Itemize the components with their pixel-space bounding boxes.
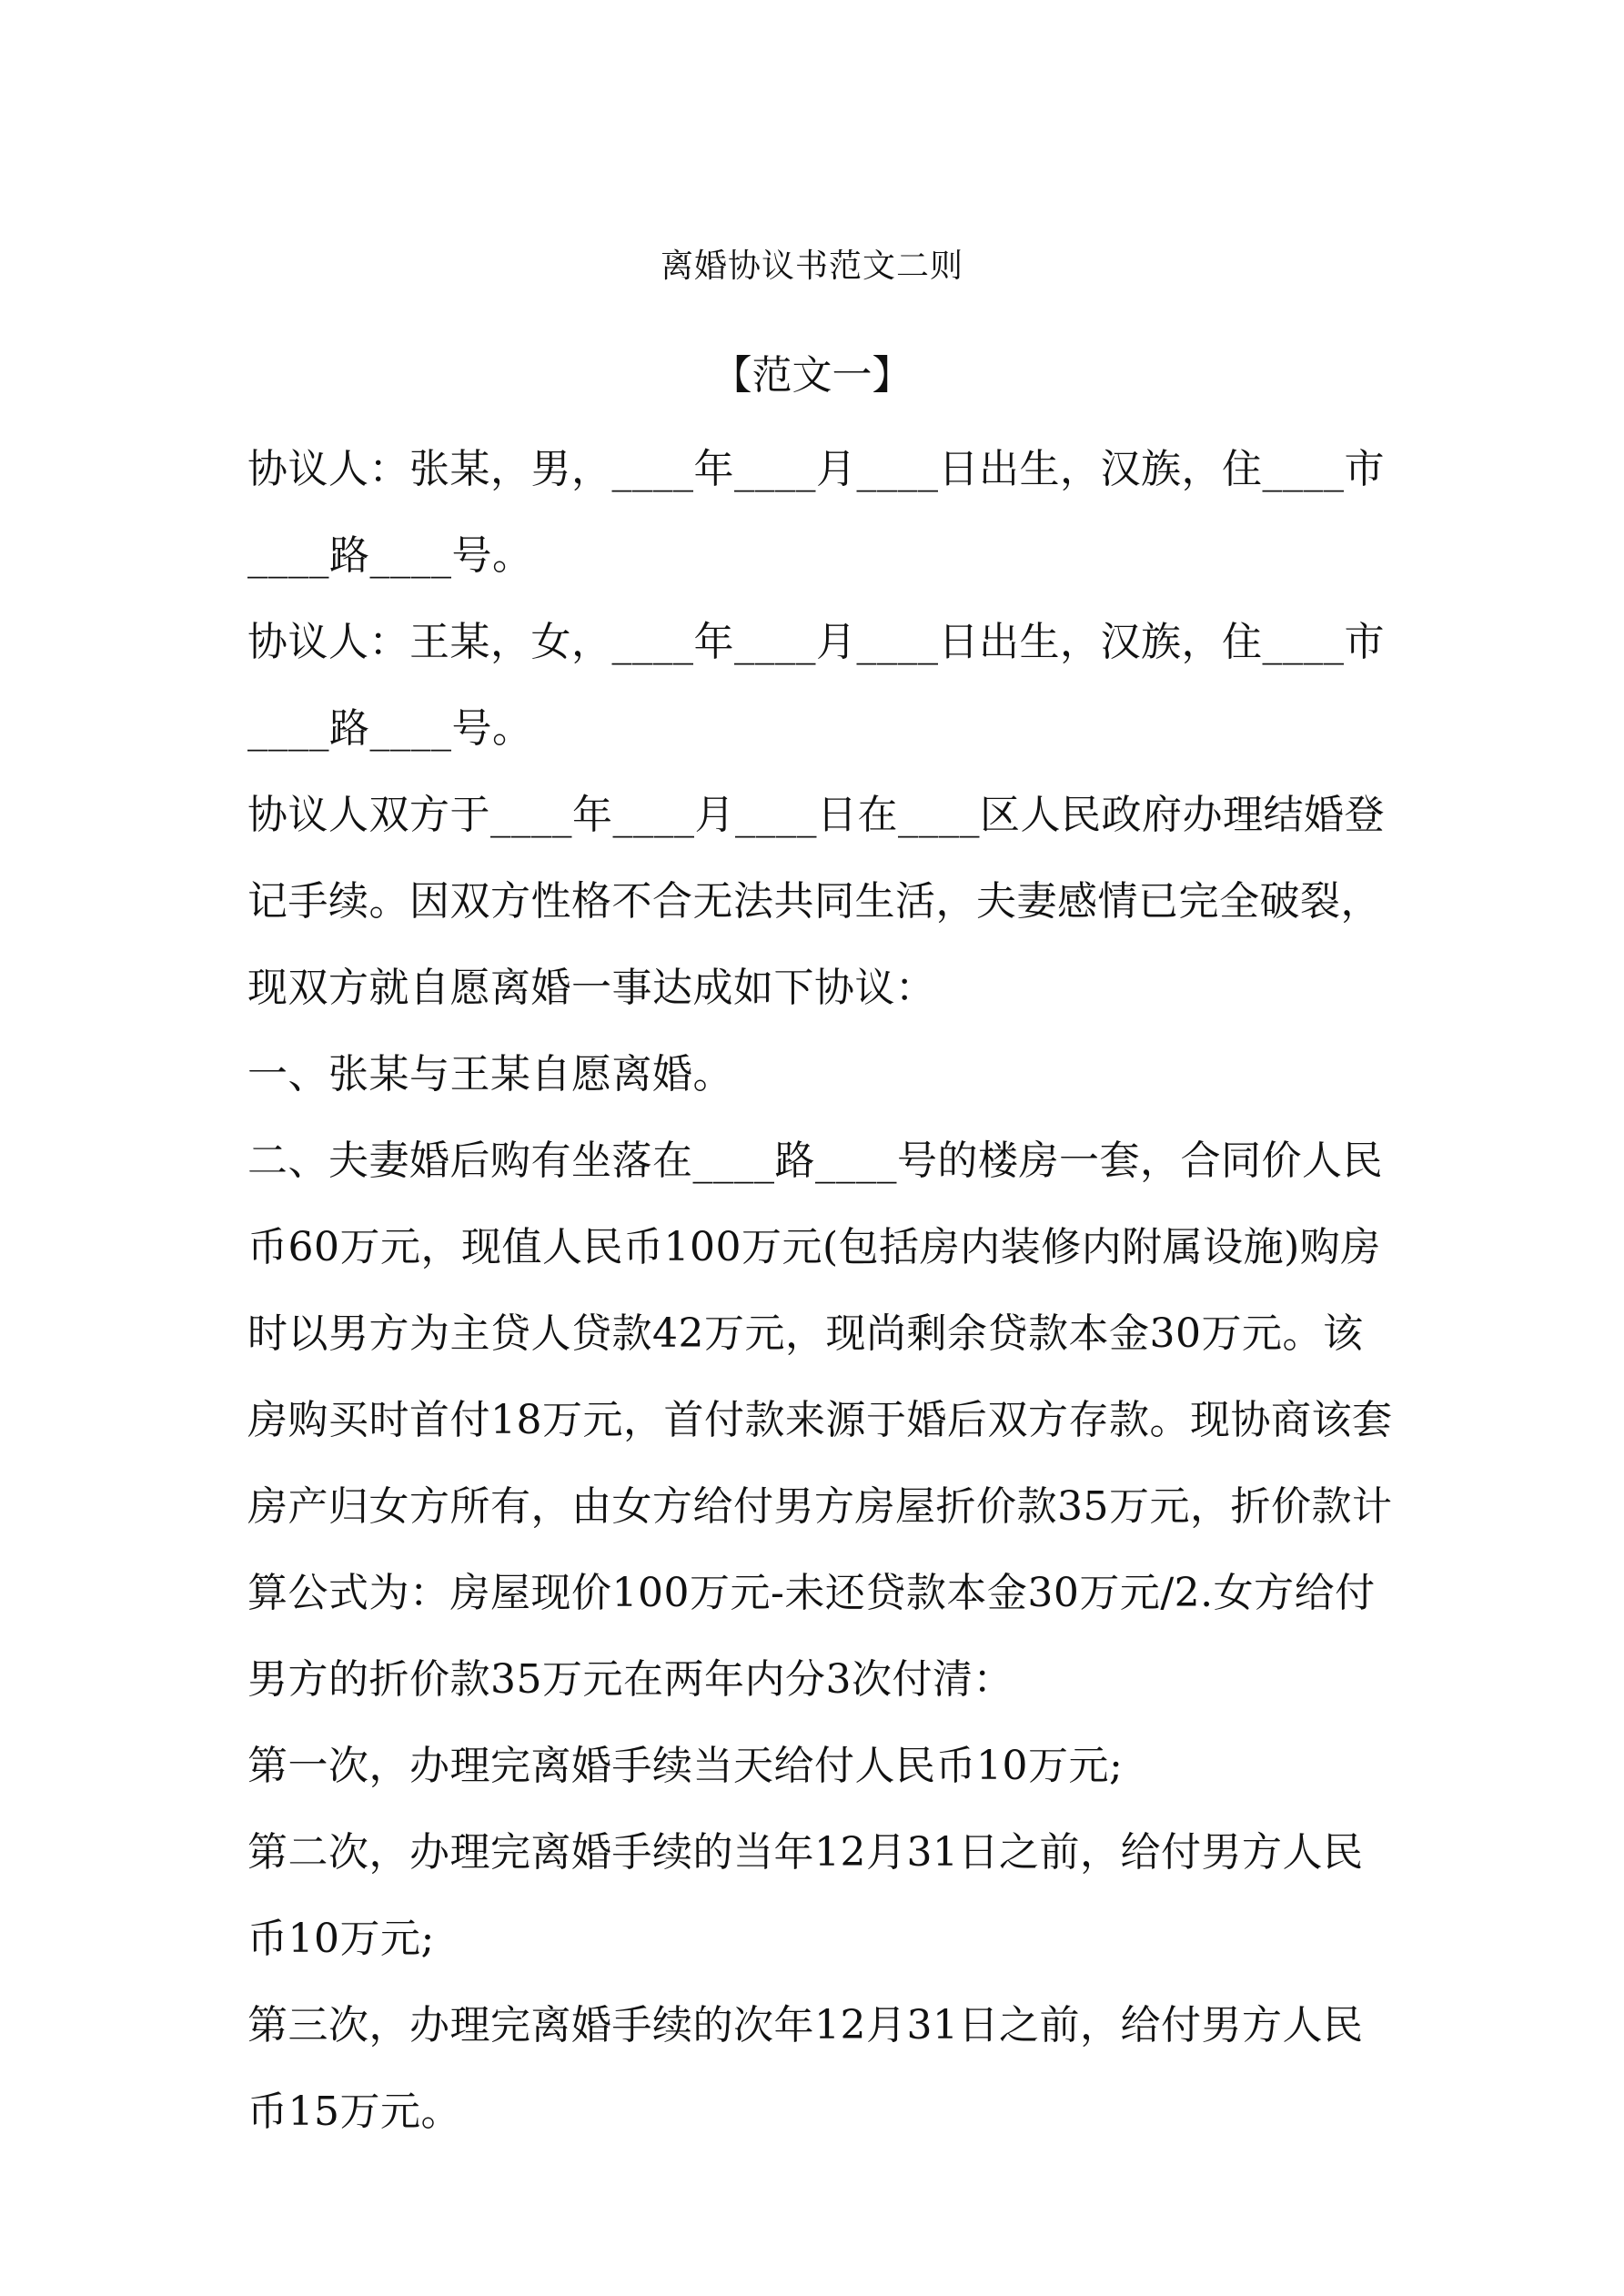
paragraph-clause-2: 二、夫妻婚后购有坐落在____路____号的楼房一套，合同价人民币60万元，现值人民币100万元(包括房内装修内附属设施)购房时以男方为主贷人贷款42万元，现尚剩余贷款本金30万元。该房购买时首付18万元，首付款来源于婚后双方存款。现协商该套房产归女方所有，由女方给付男方房屋折价款35万元，折价款计算公式为：房屋现价100万元-未还贷款本金30万元/2.女方给付男方的折价款35万元在两年内分3次付清：	[247, 1138, 1393, 1703]
paragraph-marriage-registration: 协议人双方于____年____月____日在____区人民政府办理结婚登记手续。因双方性格不合无法共同生活，夫妻感情已完全破裂，现双方就自愿离婚一事达成如下协议：	[247, 792, 1385, 1011]
paragraph-party-1: 协议人：张某，男，____年____月____日出生，汉族，住____市____路____号。	[247, 446, 1385, 579]
paragraph-clause-1: 一、张某与王某自愿离婚。	[247, 1051, 733, 1097]
paragraph-payment-3: 第三次，办理完离婚手续的次年12月31日之前，给付男方人民币15万元。	[247, 2002, 1364, 2135]
paragraph-payment-1: 第一次，办理完离婚手续当天给付人民币10万元;	[247, 1743, 1124, 1789]
document-body	[247, 426, 1396, 2155]
document-title: 离婚协议书范文二则	[660, 248, 963, 285]
paragraph-party-2: 协议人：王某，女，____年____月____日出生，汉族，住____市____路____号。	[247, 619, 1385, 752]
paragraph-payment-2: 第二次，办理完离婚手续的当年12月31日之前，给付男方人民币10万元;	[247, 1829, 1364, 1962]
section-title: 【范文一】	[711, 352, 913, 399]
